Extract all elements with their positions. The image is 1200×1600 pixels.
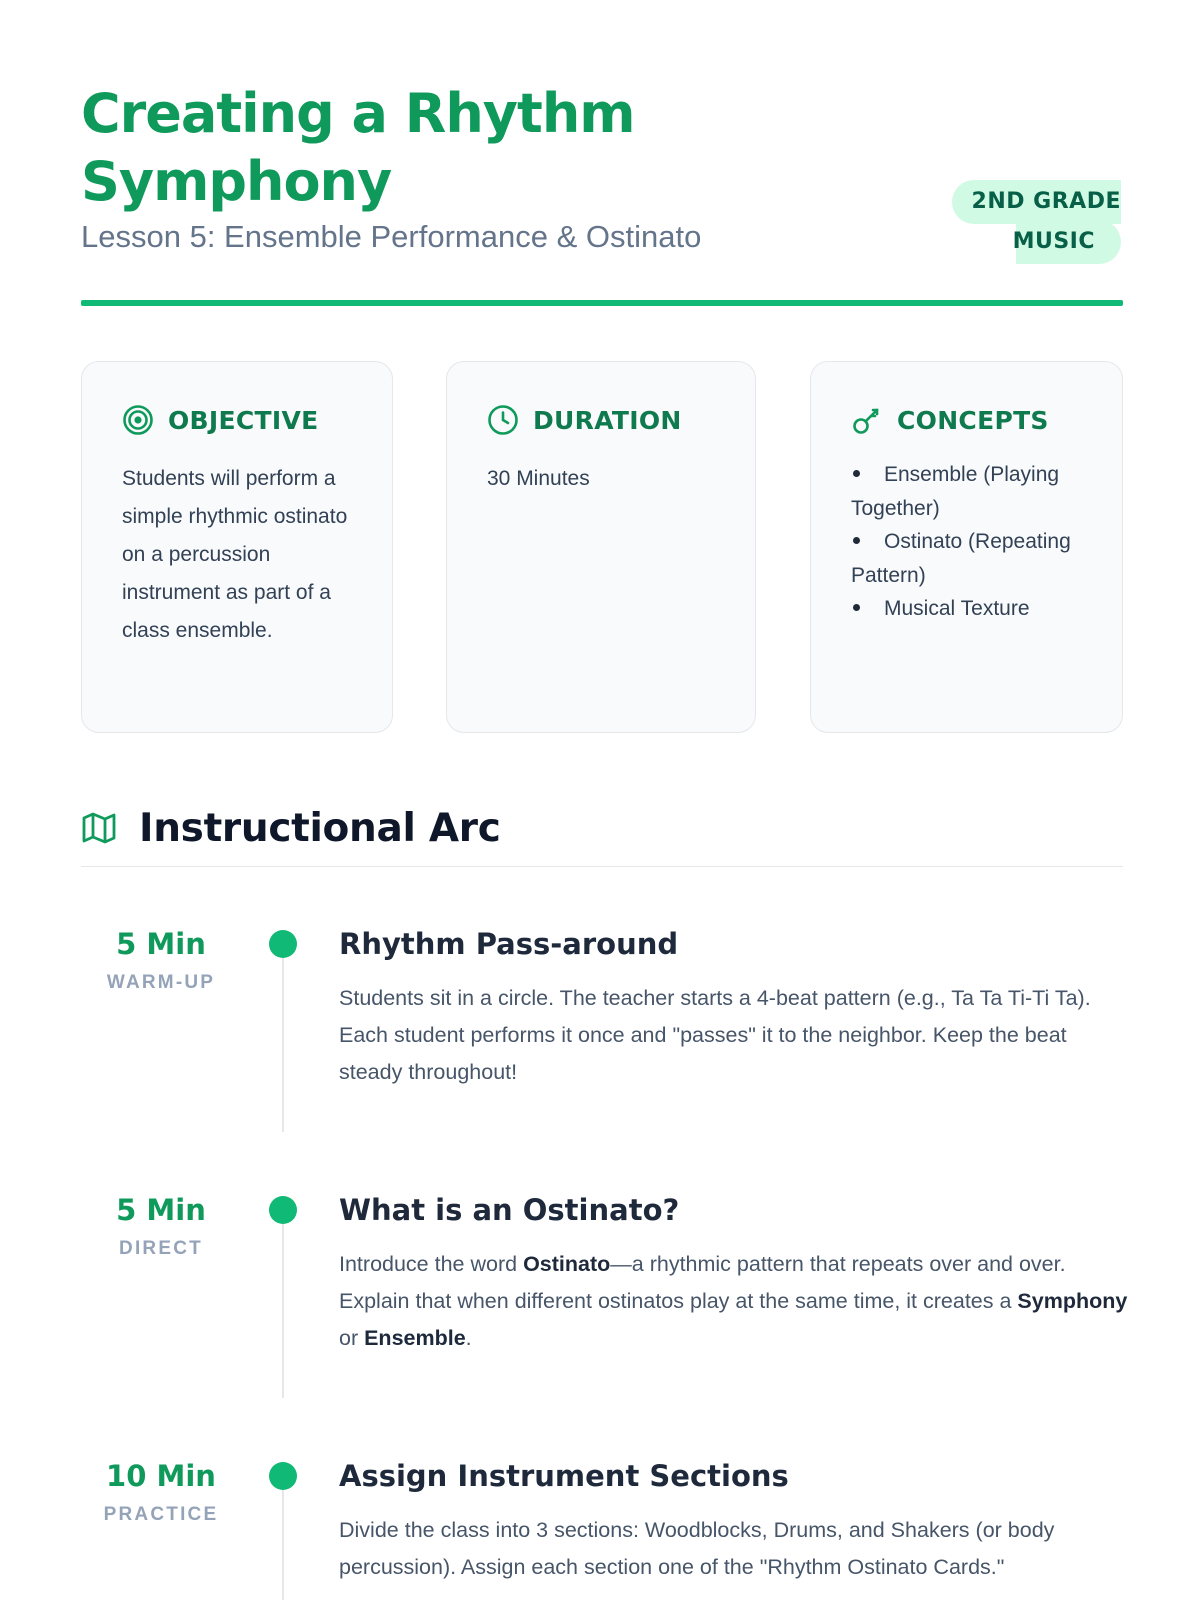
section-header <box>81 800 501 856</box>
step-title: Rhythm Pass-around <box>339 927 679 961</box>
section-title: Instructional Arc <box>139 805 501 851</box>
timeline-step <box>81 924 1123 1134</box>
timeline-step <box>81 1456 1123 1600</box>
timeline-dot <box>269 930 297 958</box>
grade-badge <box>952 180 1121 264</box>
objective-card <box>81 361 393 733</box>
step-time: 5 Min <box>116 1193 206 1227</box>
music-note-icon <box>851 404 883 436</box>
timeline-line <box>282 1224 284 1398</box>
step-description: Students sit in a circle. The teacher starts a 4-beat pattern (e.g., Ta Ta Ti-Ti Ta). Each student performs it once and "passes" it to the neighbor. Keep the beat steady throughout! <box>339 986 1091 1084</box>
objective-title: OBJECTIVE <box>168 405 319 435</box>
timeline-line <box>282 958 284 1132</box>
grade-badge-line1: 2ND GRADE <box>971 189 1121 214</box>
list-item: Musical Texture <box>851 592 1082 626</box>
duration-text: 30 Minutes <box>487 467 590 490</box>
timeline-line <box>282 1490 284 1600</box>
section-divider <box>81 866 1123 867</box>
step-description: Introduce the word Ostinato—a rhythmic pattern that repeats over and over. Explain that when different ostinatos play at the same time, it creates a Symphony or Ensemble. <box>339 1252 1128 1350</box>
step-title: What is an Ostinato? <box>339 1193 680 1227</box>
list-item: Ensemble (Playing Together) <box>851 463 1060 520</box>
concepts-list <box>851 458 1082 626</box>
header-divider <box>81 300 1123 306</box>
concepts-card <box>810 361 1123 733</box>
map-icon <box>81 810 117 846</box>
clock-icon <box>487 404 519 436</box>
page-subtitle: Lesson 5: Ensemble Performance & Ostinato <box>81 219 702 254</box>
step-title: Assign Instrument Sections <box>339 1459 789 1493</box>
step-phase: WARM-UP <box>106 972 216 993</box>
concepts-title: CONCEPTS <box>897 405 1049 435</box>
step-description: Divide the class into 3 sections: Woodblocks, Drums, and Shakers (or body percussion). Assign each section one of the "Rhythm Ostinato Cards." <box>339 1518 1055 1579</box>
step-phase: DIRECT <box>119 1238 203 1259</box>
timeline-step <box>81 1190 1128 1400</box>
target-icon <box>122 404 154 436</box>
page-title: Creating a Rhythm Symphony <box>81 82 635 213</box>
duration-card <box>446 361 756 733</box>
step-phase: PRACTICE <box>103 1504 219 1525</box>
timeline-dot <box>269 1462 297 1490</box>
duration-title: DURATION <box>533 405 682 435</box>
objective-text: Students will perform a simple rhythmic ostinato on a percussion instrument as part of a class ensemble. <box>122 467 348 642</box>
step-time: 10 Min <box>106 1459 216 1493</box>
list-item: Ostinato (Repeating Pattern) <box>851 530 1071 587</box>
grade-badge-line2: MUSIC <box>1012 229 1095 254</box>
step-time: 5 Min <box>116 927 206 961</box>
timeline-dot <box>269 1196 297 1224</box>
